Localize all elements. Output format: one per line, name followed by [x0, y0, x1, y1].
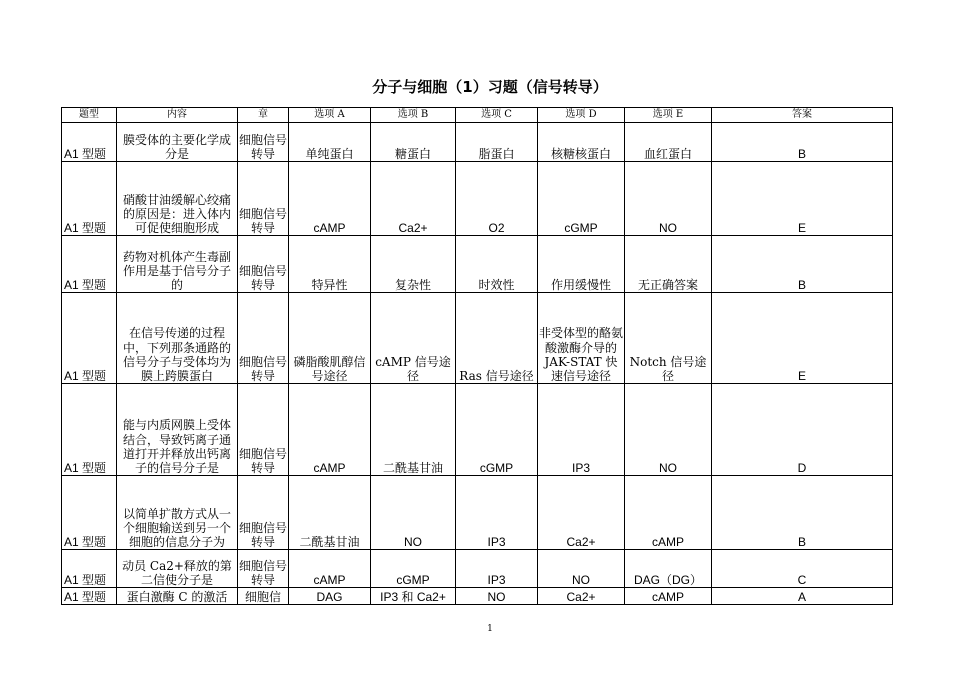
table-row — [62, 293, 893, 384]
cell-option-c: Ras 信号途径 — [456, 293, 538, 384]
table-row — [62, 384, 893, 476]
cell-option-b: 复杂性 — [371, 236, 456, 293]
cell-option-a: cAMP — [289, 162, 371, 236]
cell-chapter: 细胞信号转导 — [238, 550, 289, 588]
cell-content: 在信号传递的过程中，下列那条通路的信号分子与受体均为膜上跨膜蛋白 — [117, 293, 238, 384]
cell-option-b: cGMP — [371, 550, 456, 588]
header-option-e: 选项 E — [625, 108, 712, 123]
cell-chapter: 细胞信号转导 — [238, 162, 289, 236]
cell-type: A1 型题 — [62, 162, 117, 236]
cell-option-a: 磷脂酸肌醇信号途径 — [289, 293, 371, 384]
cell-answer: B — [712, 236, 893, 293]
cell-type: A1 型题 — [62, 236, 117, 293]
cell-content: 膜受体的主要化学成分是 — [117, 123, 238, 162]
cell-option-a: DAG — [289, 588, 371, 605]
cell-content: 动员 Ca2+释放的第二信使分子是 — [117, 550, 238, 588]
cell-option-c: 时效性 — [456, 236, 538, 293]
cell-option-b: NO — [371, 476, 456, 550]
cell-option-b: Ca2+ — [371, 162, 456, 236]
cell-option-a: 二酰基甘油 — [289, 476, 371, 550]
cell-content: 蛋白激酶 C 的激活 — [117, 588, 238, 605]
cell-option-e: cAMP — [625, 588, 712, 605]
cell-answer: D — [712, 384, 893, 476]
cell-option-b: 糖蛋白 — [371, 123, 456, 162]
header-chapter: 章 — [238, 108, 289, 123]
cell-content: 能与内质网膜上受体结合，导致钙离子通道打开并释放出钙离子的信号分子是 — [117, 384, 238, 476]
cell-option-a: cAMP — [289, 384, 371, 476]
cell-type: A1 型题 — [62, 588, 117, 605]
header-option-c: 选项 C — [456, 108, 538, 123]
cell-option-e: NO — [625, 162, 712, 236]
cell-answer: B — [712, 123, 893, 162]
cell-type: A1 型题 — [62, 123, 117, 162]
cell-option-d: NO — [538, 550, 625, 588]
page-title: 分子与细胞（1）习题（信号转导） — [372, 78, 608, 96]
cell-option-c: IP3 — [456, 476, 538, 550]
cell-option-d: cGMP — [538, 162, 625, 236]
cell-option-d: 作用缓慢性 — [538, 236, 625, 293]
header-option-b: 选项 B — [371, 108, 456, 123]
cell-answer: A — [712, 588, 893, 605]
cell-option-c: cGMP — [456, 384, 538, 476]
cell-answer: E — [712, 162, 893, 236]
cell-chapter: 细胞信号转导 — [238, 384, 289, 476]
cell-option-e: Notch 信号途径 — [625, 293, 712, 384]
cell-answer: C — [712, 550, 893, 588]
cell-option-d: 非受体型的酪氨酸激酶介导的JAK-STAT 快速信号途径 — [538, 293, 625, 384]
table-row — [62, 550, 893, 588]
table-header-row — [62, 108, 893, 123]
cell-type: A1 型题 — [62, 293, 117, 384]
cell-option-c: O2 — [456, 162, 538, 236]
header-option-a: 选项 A — [289, 108, 371, 123]
cell-answer: B — [712, 476, 893, 550]
cell-chapter: 细胞信号转导 — [238, 123, 289, 162]
cell-option-c: NO — [456, 588, 538, 605]
page-number: 1 — [487, 624, 493, 634]
cell-option-d: 核糖核蛋白 — [538, 123, 625, 162]
cell-chapter: 细胞信号转导 — [238, 293, 289, 384]
question-table — [61, 107, 893, 605]
header-option-d: 选项 D — [538, 108, 625, 123]
cell-content: 药物对机体产生毒副作用是基于信号分子的 — [117, 236, 238, 293]
table-row — [62, 588, 893, 605]
cell-option-e: cAMP — [625, 476, 712, 550]
table-row — [62, 123, 893, 162]
cell-option-a: 特异性 — [289, 236, 371, 293]
cell-option-a: cAMP — [289, 550, 371, 588]
header-answer: 答案 — [712, 108, 893, 123]
cell-content: 以简单扩散方式从一个细胞输送到另一个细胞的信息分子为 — [117, 476, 238, 550]
cell-chapter: 细胞信号转导 — [238, 476, 289, 550]
cell-type: A1 型题 — [62, 476, 117, 550]
cell-option-e: DAG（DG） — [625, 550, 712, 588]
table-row — [62, 162, 893, 236]
header-content: 内容 — [117, 108, 238, 123]
cell-option-d: Ca2+ — [538, 588, 625, 605]
cell-option-b: 二酰基甘油 — [371, 384, 456, 476]
table-row — [62, 236, 893, 293]
cell-chapter: 细胞信 — [238, 588, 289, 605]
cell-type: A1 型题 — [62, 384, 117, 476]
cell-option-c: IP3 — [456, 550, 538, 588]
cell-option-c: 脂蛋白 — [456, 123, 538, 162]
cell-option-d: Ca2+ — [538, 476, 625, 550]
cell-option-e: 血红蛋白 — [625, 123, 712, 162]
cell-option-d: IP3 — [538, 384, 625, 476]
cell-type: A1 型题 — [62, 550, 117, 588]
cell-option-e: NO — [625, 384, 712, 476]
cell-option-b: cAMP 信号途径 — [371, 293, 456, 384]
header-type: 题型 — [62, 108, 117, 123]
cell-chapter: 细胞信号转导 — [238, 236, 289, 293]
cell-content: 硝酸甘油缓解心绞痛的原因是：进入体内可促使细胞形成 — [117, 162, 238, 236]
table-row — [62, 476, 893, 550]
cell-option-b: IP3 和 Ca2+ — [371, 588, 456, 605]
cell-option-e: 无正确答案 — [625, 236, 712, 293]
cell-answer: E — [712, 293, 893, 384]
cell-option-a: 单纯蛋白 — [289, 123, 371, 162]
